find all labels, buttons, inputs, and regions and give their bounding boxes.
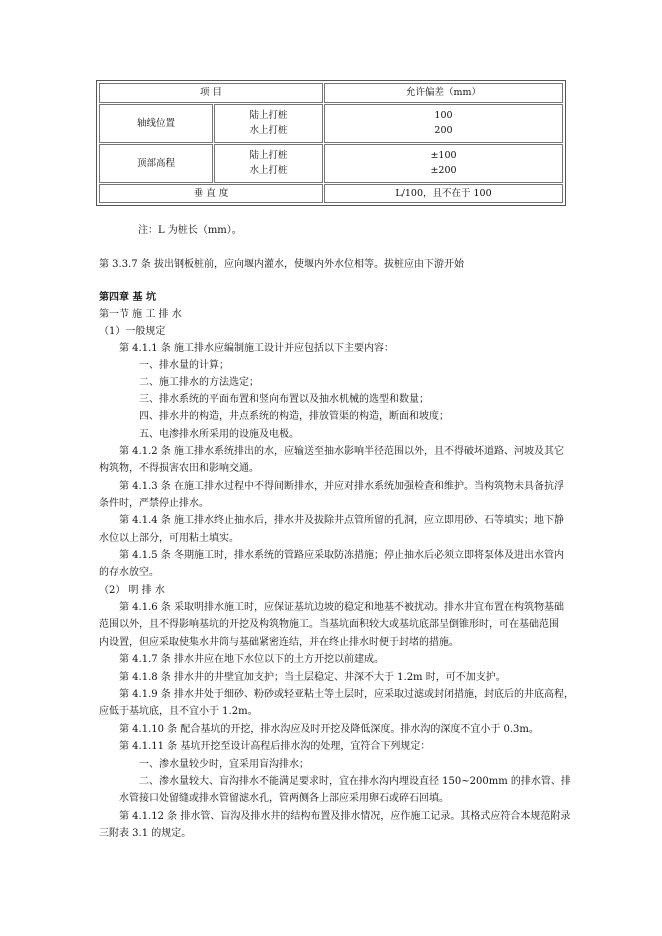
group-verticality: 垂 直 度	[99, 184, 323, 204]
clause-4-1-5-cont: 的存水放空。	[99, 567, 159, 578]
clause-4-1-6-cont: 范围以外，且不得影响基坑的开挖及构筑物施工。当基坑面积较大或基坑底部呈倒锥形时，可在基础范围	[99, 619, 559, 630]
subsection-open-drainage: （2） 明 排 水	[99, 585, 165, 596]
sub-land: 陆上打桩	[249, 110, 288, 121]
clause-4-1-1: 第 4.1.1 条 施工排水应编制施工设计并应包括以下主要内容：	[119, 343, 394, 354]
clause-4-1-4: 第 4.1.4 条 施工排水终止抽水后，排水井及拔除井点管所留的孔洞，应立即用砂、石等填实；地下静	[119, 515, 564, 526]
clause-4-1-6-cont: 内设置，但应采取使集水井筒与基础紧密连结，并在终止排水时便于封堵的措施。	[99, 637, 459, 648]
list-item-cont: 水管接口处留缝或排水管留滤水孔，管两侧各上部应采用卵石或碎石回填。	[119, 793, 449, 804]
clause-4-1-7: 第 4.1.7 条 排水井应在地下水位以下的土方开挖以前建成。	[119, 654, 384, 665]
sub-water: 水上打桩	[249, 125, 288, 136]
clause-4-1-12: 第 4.1.12 条 排水管、盲沟及排水井的结构布置及排水情况，应作施工记录。其格式应符合本规范附录	[119, 811, 571, 822]
clause-4-1-3: 第 4.1.3 条 在施工排水过程中不得间断排水，并应对排水系统加强检查和维护。当构筑物未具备抗浮	[119, 481, 564, 492]
sub-cell	[214, 104, 323, 143]
value-cell	[324, 144, 563, 183]
sub-water: 水上打桩	[249, 165, 288, 176]
table-row	[99, 184, 563, 204]
sub-land: 陆上打桩	[249, 150, 288, 161]
clause-4-1-2-cont: 构筑物，不得损害农田和影响交通。	[99, 463, 259, 474]
value-verticality: L/100，且不在于 100	[324, 184, 563, 204]
group-axis-position: 轴线位置	[99, 104, 213, 143]
header-item: 项 目	[99, 83, 323, 103]
list-item: 一、排水量的计算；	[139, 360, 229, 371]
table-row	[99, 144, 563, 183]
header-tolerance: 允许偏差（mm）	[324, 83, 563, 103]
clause-4-1-9: 第 4.1.9 条 排水井处于细砂、粉砂或轻亚粘土等土层时，应采取过滤或封闭措施，封底后的井底高程，	[119, 689, 574, 700]
group-top-elevation: 顶部高程	[99, 144, 213, 183]
clause-4-1-12-cont: 三附表 3.1 的规定。	[99, 828, 192, 839]
section-title: 第一节 施 工 排 水	[99, 309, 182, 320]
clause-3-3-7: 第 3.3.7 条 拔出钢板桩前，应向堰内灌水，使堰内外水位相等。拔桩应由下游开始	[99, 259, 464, 270]
list-item: 五、电渗排水所采用的设施及电极。	[139, 429, 299, 440]
clause-4-1-11: 第 4.1.11 条 基坑开挖至设计高程后排水沟的处理，宜符合下列规定：	[119, 741, 431, 752]
clause-4-1-2: 第 4.1.2 条 施工排水系统排出的水，应输送至抽水影响半径范围以外，且不得破坏道路、河坡及其它	[119, 446, 564, 457]
list-item: 一、渗水量较少时，宜采用盲沟排水；	[139, 759, 309, 770]
clause-4-1-10: 第 4.1.10 条 配合基坑的开挖，排水沟应及时开挖及降低深度。排水沟的深度不宜小于 0.3m。	[119, 724, 539, 735]
value-cell	[324, 104, 563, 143]
clause-4-1-8: 第 4.1.8 条 排水井的井壁宜加支护；当土层稳定、井深不大于 1.2m 时，可不加支护。	[119, 672, 506, 683]
clause-4-1-5: 第 4.1.5 条 冬期施工时，排水系统的管路应采取防冻措施；停止抽水后必须立即将泵体及进出水管内	[119, 550, 564, 561]
value-land: 100	[434, 110, 453, 121]
table-header-row	[99, 83, 563, 103]
list-item: 四、排水井的构造，井点系统的构造，排放管渠的构造，断面和坡度；	[139, 411, 449, 422]
tolerance-table	[98, 82, 564, 204]
tolerance-table-frame	[96, 80, 566, 206]
table-row	[99, 104, 563, 143]
list-item: 三、排水系统的平面布置和竖向布置以及抽水机械的选型和数量；	[139, 394, 429, 405]
sub-cell	[214, 144, 323, 183]
value-land: ±100	[430, 150, 457, 161]
clause-4-1-3-cont: 条件时，严禁停止排水。	[99, 498, 209, 509]
list-item: 二、渗水量较大、盲沟排水不能满足要求时，宜在排水沟内埋设直径 150~200mm 的排水管、排	[139, 776, 571, 787]
clause-4-1-6: 第 4.1.6 条 采取明排水施工时，应保证基坑边坡的稳定和地基不被扰动。排水井宜布置在构筑物基础	[119, 602, 564, 613]
table-note: 注：L 为桩长（mm）。	[138, 225, 242, 236]
clause-4-1-4-cont: 水位以上部分，可用粘土填实。	[99, 533, 239, 544]
value-water: 200	[434, 125, 453, 136]
list-item: 二、施工排水的方法选定；	[139, 377, 259, 388]
clause-4-1-9-cont: 应低于基坑底，且不宜小于 1.2m。	[99, 706, 258, 717]
value-water: ±200	[430, 165, 457, 176]
subsection-general: （1）一般规定	[99, 326, 166, 337]
chapter-title: 第四章 基 坑	[99, 292, 156, 303]
